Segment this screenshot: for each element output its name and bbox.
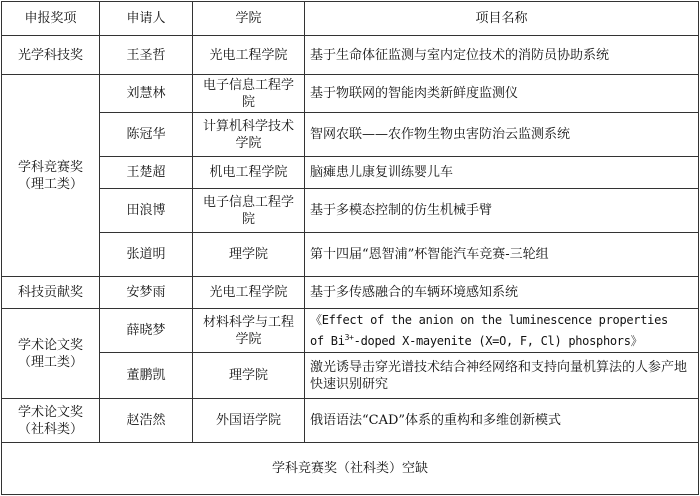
award-cell: 光学科技奖 [2,36,100,75]
project-cell [305,309,699,353]
table-row [2,309,699,353]
college-cell: 外国语学院 [193,399,305,443]
project-cell: 第十四届“恩智浦”杯智能汽车竞赛-三轮组 [305,233,699,277]
header-applicant: 申请人 [100,2,193,36]
award-table [1,1,699,495]
table-row [2,75,699,113]
project-cell: 基于物联网的智能肉类新鲜度监测仪 [305,75,699,113]
header-award: 申报奖项 [2,2,100,36]
college-cell: 电子信息工程学院 [193,75,305,113]
applicant-cell: 田浪博 [100,189,193,233]
applicant-cell: 王圣哲 [100,36,193,75]
project-title-pre: of Bi [310,333,345,348]
college-cell: 理学院 [193,233,305,277]
project-title-line1: 《Effect of the anion on the luminescence properties [310,312,668,327]
project-cell: 基于多传感融合的车辆环境感知系统 [305,277,699,309]
award-name: 学科竞赛奖（理工类） [17,159,83,192]
college-cell: 光电工程学院 [193,277,305,309]
applicant-cell: 薛晓梦 [100,309,193,353]
footer-row [2,443,699,495]
header-project: 项目名称 [305,2,699,36]
college-cell: 计算机科学技术学院 [193,113,305,157]
table-row [2,277,699,309]
table-row [2,113,699,157]
project-cell: 智网农联——农作物生物虫害防治云监测系统 [305,113,699,157]
project-cell: 俄语语法“CAD”体系的重构和多维创新模式 [305,399,699,443]
applicant-cell: 王楚超 [100,157,193,189]
project-title-superscript: 3+ [344,332,354,342]
applicant-cell: 张道明 [100,233,193,277]
project-cell: 基于多模态控制的仿生机械手臂 [305,189,699,233]
table-row [2,36,699,75]
table-row [2,353,699,399]
table-row [2,399,699,443]
award-cell: 科技贡献奖 [2,277,100,309]
table-row [2,157,699,189]
college-cell: 光电工程学院 [193,36,305,75]
project-cell: 激光诱导击穿光谱技术结合神经网络和支持向量机算法的人参产地快速识别研究 [305,353,699,399]
applicant-cell: 董鹏凯 [100,353,193,399]
college-cell: 电子信息工程学院 [193,189,305,233]
applicant-cell: 刘慧林 [100,75,193,113]
vacancy-note: 学科竞赛奖（社科类）空缺 [2,443,699,495]
award-cell [2,75,100,277]
project-title-line2 [310,329,693,350]
college-cell: 机电工程学院 [193,157,305,189]
header-row [2,2,699,36]
award-cell: 学术论文奖（社科类） [2,399,100,443]
project-cell: 脑瘫患儿康复训练婴儿车 [305,157,699,189]
applicant-cell: 赵浩然 [100,399,193,443]
college-cell: 理学院 [193,353,305,399]
award-cell: 学术论文奖（理工类） [2,309,100,399]
applicant-cell: 陈冠华 [100,113,193,157]
table-row [2,189,699,233]
header-college: 学院 [193,2,305,36]
applicant-cell: 安梦雨 [100,277,193,309]
project-title-post: -doped X-mayenite (X=O, F, Cl) phosphors》 [353,333,643,348]
project-cell: 基于生命体征监测与室内定位技术的消防员协助系统 [305,36,699,75]
college-cell: 材料科学与工程学院 [193,309,305,353]
table-row [2,233,699,277]
